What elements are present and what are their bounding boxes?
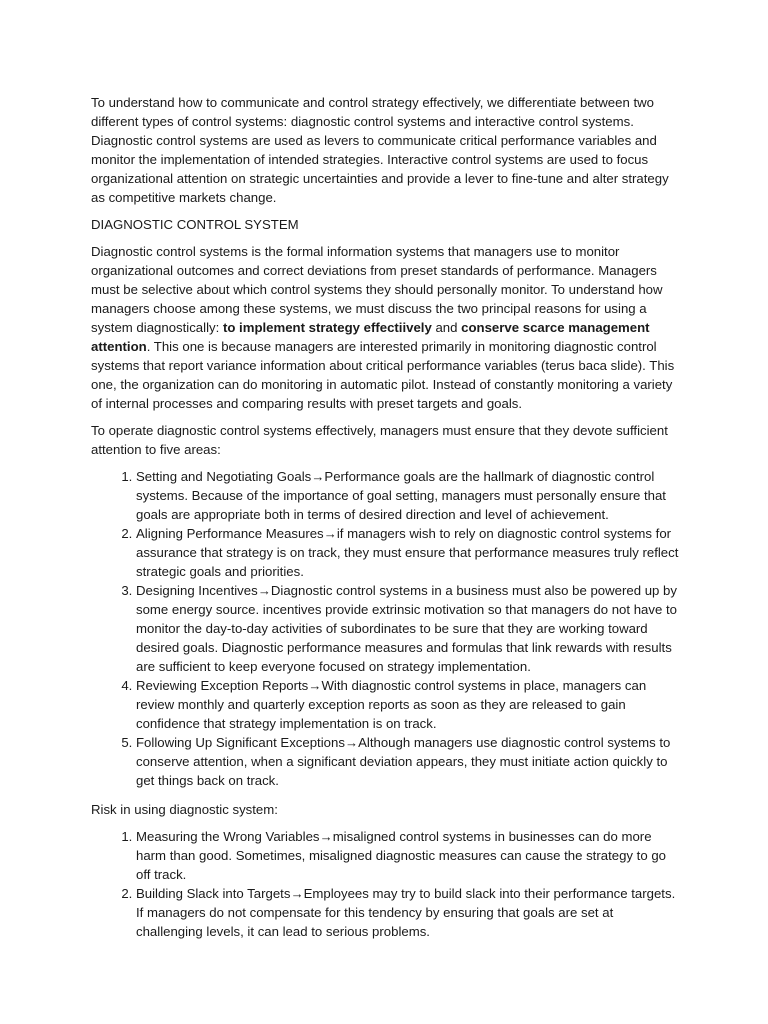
arrow-icon: → <box>308 678 322 693</box>
arrow-icon: → <box>311 469 325 484</box>
bold-phrase-attention: conserve scarce management attention <box>91 320 650 354</box>
list-item <box>136 676 683 733</box>
arrow-icon: → <box>290 886 304 901</box>
diagnostic-paragraph <box>91 242 683 413</box>
item-text: Employees may try to build slack into their performance targets. If managers do not compensate for this tendency by ensuring that goals are set at challenging levels, it can lead to serious problems. <box>136 886 676 939</box>
item-text: Performance goals are the hallmark of diagnostic control systems. Because of the importance of goal setting, managers must personally ensure that goals are appropriate both in terms of desired direction and level of achievement. <box>136 469 666 522</box>
bold-phrase-strategy: to implement strategy effectiively <box>222 320 432 335</box>
item-text: misaligned control systems in businesses can do more harm than good. Sometimes, misaligned diagnostic measures can cause the strategy to go off track. <box>136 829 666 882</box>
item-title: Reviewing Exception Reports <box>136 678 309 693</box>
section-heading: DIAGNOSTIC CONTROL SYSTEM <box>91 217 299 232</box>
arrow-icon: → <box>257 583 271 598</box>
item-title: Setting and Negotiating Goals <box>136 469 312 484</box>
paragraph-text: Diagnostic control systems is the formal information systems that managers use to monitor organizational outcomes and correct deviations from preset standards of performance. Managers must be selective about which control systems they should personally monitor. To understand how managers choose among these systems, we must discuss the two principal reasons for using a system diagnostically: <box>91 244 663 335</box>
list-item <box>136 884 683 941</box>
document-body <box>91 93 683 951</box>
arrow-icon: → <box>344 735 359 750</box>
item-title: Building Slack into Targets <box>136 886 291 901</box>
item-text: Diagnostic control systems in a business must also be powered up by some energy source. incentives provide extrinsic motivation so that managers do not have to monitor the day-to-day activities of subordinates to be sure that they are working toward desired goals. Diagnostic performance measures and formulas that link rewards with results are sufficient to keep everyone focused on strategy implementation. <box>136 583 677 674</box>
intro-paragraph: To understand how to communicate and control strategy effectively, we differentiate between two different types of control systems: diagnostic control systems and interactive control systems. Diagnostic control systems are used as levers to communicate critical performance variables and monitor the implementation of intended strategies. Interactive control systems are used to focus organizational attention on strategic uncertainties and provide a lever to fine-tune and alter strategy as competitive markets change. <box>91 95 669 205</box>
list-item <box>136 733 683 790</box>
arrow-icon: → <box>323 526 337 541</box>
item-text: if managers wish to rely on diagnostic control systems for assurance that strategy is on track, they must ensure that performance measures truly reflect strategic goals and priorities. <box>136 526 679 579</box>
risk-heading: Risk in using diagnostic system: <box>91 802 278 817</box>
item-text: Although managers use diagnostic control systems to conserve attention, when a significant deviation appears, they must initiate action quickly to get things back on track. <box>136 735 671 788</box>
paragraph-text: and <box>431 320 462 335</box>
list-item <box>136 581 683 676</box>
list-item <box>136 467 683 524</box>
list-item <box>136 524 683 581</box>
five-areas-intro: To operate diagnostic control systems effectively, managers must ensure that they devote sufficient attention to five areas: <box>91 423 668 457</box>
arrow-icon: → <box>319 829 333 844</box>
list-item <box>136 827 683 884</box>
paragraph-text: . This one is because managers are interested primarily in monitoring diagnostic control systems that report variance information about critical performance variables (terus baca slide). This one, the organization can do monitoring in automatic pilot. Instead of constantly monitoring a variety of internal processes and comparing results with preset targets and goals. <box>91 339 675 411</box>
five-areas-list <box>91 467 683 790</box>
item-title: Aligning Performance Measures <box>136 526 324 541</box>
item-title: Designing Incentives <box>136 583 258 598</box>
item-text: With diagnostic control systems in place, managers can review monthly and quarterly exception reports as soon as they are released to gain confidence that strategy implementation is on track. <box>136 678 647 731</box>
item-title: Measuring the Wrong Variables <box>136 829 320 844</box>
risk-list <box>91 827 683 941</box>
item-title: Following Up Significant Exceptions <box>136 735 345 750</box>
